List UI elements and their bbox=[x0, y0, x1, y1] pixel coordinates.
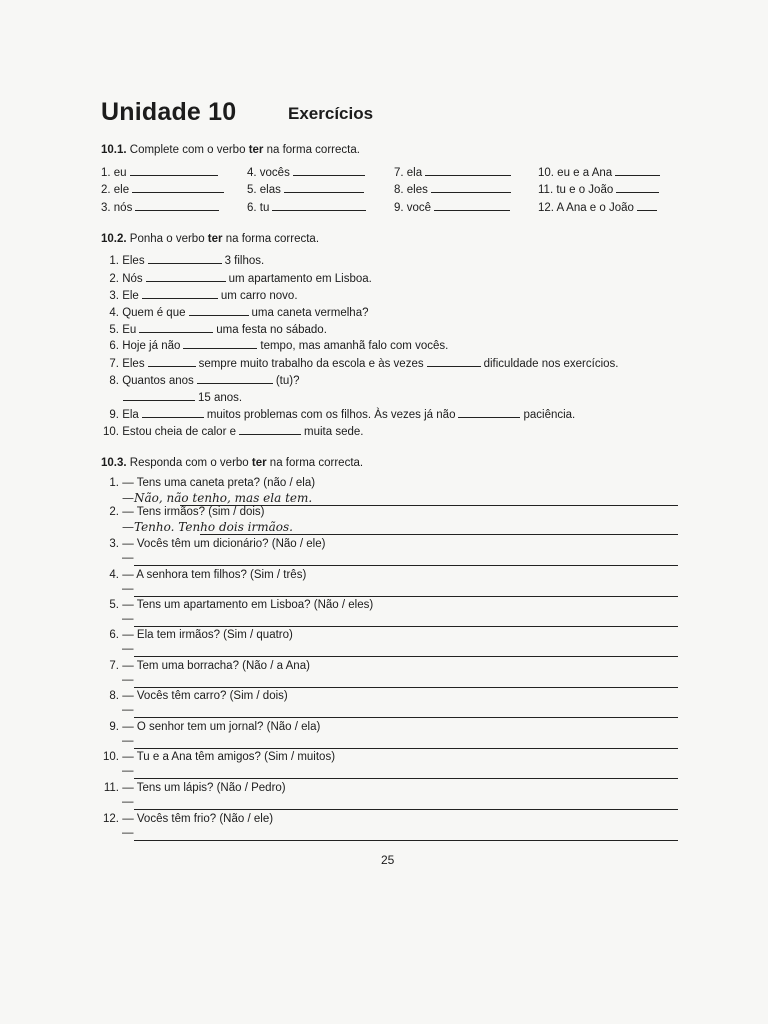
answer-blank[interactable] bbox=[425, 166, 511, 176]
answer-blank[interactable] bbox=[637, 201, 657, 211]
question-7: 7. — Tem uma borracha? (Não / a Ana) bbox=[109, 660, 310, 672]
exercise-2-line-8: 8. Quantos anos (tu)? bbox=[109, 375, 300, 387]
grid-item-8: 8. eles bbox=[394, 183, 514, 196]
exercise-2-line-7: 7. Eles sempre muito trabalho da escola e às vezes dificuldade nos exercícios. bbox=[109, 358, 619, 370]
grid-item-11: 11. tu e o João bbox=[538, 183, 662, 196]
answer-blank[interactable] bbox=[130, 166, 218, 176]
question-5: 5. — Tens um apartamento em Lisboa? (Não / eles) bbox=[109, 599, 374, 611]
question-1: 1. — Tens uma caneta preta? (não / ela) bbox=[109, 477, 316, 489]
answer-line-4[interactable] bbox=[134, 596, 678, 597]
exercise-2-line-8-answer: 15 anos. bbox=[123, 391, 242, 404]
answer-dash-11: — bbox=[122, 796, 134, 808]
section-10-3-instruction: 10.3. Responda com o verbo ter na forma correcta. bbox=[101, 457, 364, 469]
answer-blank[interactable] bbox=[293, 166, 365, 176]
answer-blank[interactable] bbox=[123, 391, 195, 401]
answer-blank[interactable] bbox=[427, 357, 481, 367]
grid-item-3: 3. nós bbox=[101, 201, 222, 214]
exercise-2-line-9: 9. Ela muitos problemas com os filhos. Às vezes já não paciência. bbox=[109, 409, 576, 421]
answer-line-7[interactable] bbox=[134, 687, 678, 688]
answer-dash-4: — bbox=[122, 583, 134, 595]
answer-blank[interactable] bbox=[189, 306, 249, 316]
answer-blank[interactable] bbox=[132, 183, 224, 193]
answer-dash-10: — bbox=[122, 765, 134, 777]
grid-item-9: 9. você bbox=[394, 201, 513, 214]
answer-line-6[interactable] bbox=[134, 656, 678, 657]
answer-blank[interactable] bbox=[183, 339, 257, 349]
answer-line-12[interactable] bbox=[134, 840, 678, 841]
exercise-2-line-6: 6. Hoje já não tempo, mas amanhã falo com vocês. bbox=[109, 340, 449, 352]
exercise-2-line-1: 1. Eles 3 filhos. bbox=[109, 255, 265, 267]
answer-line-11[interactable] bbox=[134, 809, 678, 810]
answer-line-5[interactable] bbox=[134, 626, 678, 627]
exercise-2-line-3: 3. Ele um carro novo. bbox=[109, 290, 298, 302]
answer-blank[interactable] bbox=[284, 183, 364, 193]
answer-blank[interactable] bbox=[148, 254, 222, 264]
question-9: 9. — O senhor tem um jornal? (Não / ela) bbox=[109, 721, 321, 733]
answer-line-9[interactable] bbox=[134, 748, 678, 749]
grid-item-4: 4. vocês bbox=[247, 166, 368, 179]
answer-blank[interactable] bbox=[431, 183, 511, 193]
answer-line-8[interactable] bbox=[134, 717, 678, 718]
grid-item-5: 5. elas bbox=[247, 183, 367, 196]
exercise-2-line-2: 2. Nós um apartamento em Lisboa. bbox=[109, 273, 372, 285]
grid-item-1: 1. eu bbox=[101, 166, 221, 179]
answer-blank[interactable] bbox=[615, 166, 660, 176]
exercise-2-line-4: 4. Quem é que uma caneta vermelha? bbox=[109, 307, 369, 319]
answer-line-3[interactable] bbox=[134, 565, 678, 566]
grid-item-7: 7. ela bbox=[394, 166, 514, 179]
answer-blank[interactable] bbox=[239, 425, 301, 435]
answer-blank[interactable] bbox=[142, 408, 204, 418]
question-3: 3. — Vocês têm um dicionário? (Não / ele) bbox=[109, 538, 326, 550]
question-11: 11. — Tens um lápis? (Não / Pedro) bbox=[103, 782, 286, 794]
handwritten-answer-1: —Não, não tenho, mas ela tem. bbox=[122, 491, 313, 505]
answer-blank[interactable] bbox=[616, 183, 659, 193]
question-6: 6. — Ela tem irmãos? (Sim / quatro) bbox=[109, 629, 293, 641]
answer-dash-7: — bbox=[122, 674, 134, 686]
answer-blank[interactable] bbox=[146, 272, 226, 282]
page-number: 25 bbox=[381, 853, 395, 867]
question-4: 4. — A senhora tem filhos? (Sim / três) bbox=[109, 569, 307, 581]
answer-dash-5: — bbox=[122, 613, 134, 625]
answer-blank[interactable] bbox=[458, 408, 520, 418]
answer-blank[interactable] bbox=[142, 289, 218, 299]
answer-blank[interactable] bbox=[197, 374, 273, 384]
question-10: 10. — Tu e a Ana têm amigos? (Sim / muitos) bbox=[103, 751, 336, 763]
grid-item-2: 2. ele bbox=[101, 183, 227, 196]
answer-blank[interactable] bbox=[139, 323, 213, 333]
section-10-1-instruction: 10.1. Complete com o verbo ter na forma correcta. bbox=[101, 144, 360, 156]
answer-blank[interactable] bbox=[135, 201, 219, 211]
question-12: 12. — Vocês têm frio? (Não / ele) bbox=[103, 813, 274, 825]
answer-blank[interactable] bbox=[434, 201, 510, 211]
question-2: 2. — Tens irmãos? (sim / dois) bbox=[109, 506, 265, 518]
answer-blank[interactable] bbox=[148, 357, 196, 367]
answer-line-2[interactable] bbox=[200, 534, 678, 535]
answer-dash-3: — bbox=[122, 552, 134, 564]
grid-item-10: 10. eu e a Ana bbox=[538, 166, 663, 179]
question-8: 8. — Vocês têm carro? (Sim / dois) bbox=[109, 690, 288, 702]
exercise-2-line-10: 10. Estou cheia de calor e muita sede. bbox=[103, 426, 364, 438]
grid-item-6: 6. tu bbox=[247, 201, 369, 214]
answer-dash-12: — bbox=[122, 827, 134, 839]
answer-blank[interactable] bbox=[272, 201, 366, 211]
answer-dash-9: — bbox=[122, 735, 134, 747]
unit-title: Unidade 10 bbox=[101, 98, 237, 126]
answer-dash-8: — bbox=[122, 704, 134, 716]
exercise-2-line-5: 5. Eu uma festa no sábado. bbox=[109, 324, 327, 336]
answer-line-10[interactable] bbox=[134, 778, 678, 779]
grid-item-12: 12. A Ana e o João bbox=[538, 201, 660, 214]
section-10-2-instruction: 10.2. Ponha o verbo ter na forma correcta. bbox=[101, 233, 320, 245]
exercises-title: Exercícios bbox=[288, 104, 374, 123]
handwritten-answer-2: —Tenho. Tenho dois irmãos. bbox=[122, 520, 293, 534]
answer-dash-6: — bbox=[122, 643, 134, 655]
